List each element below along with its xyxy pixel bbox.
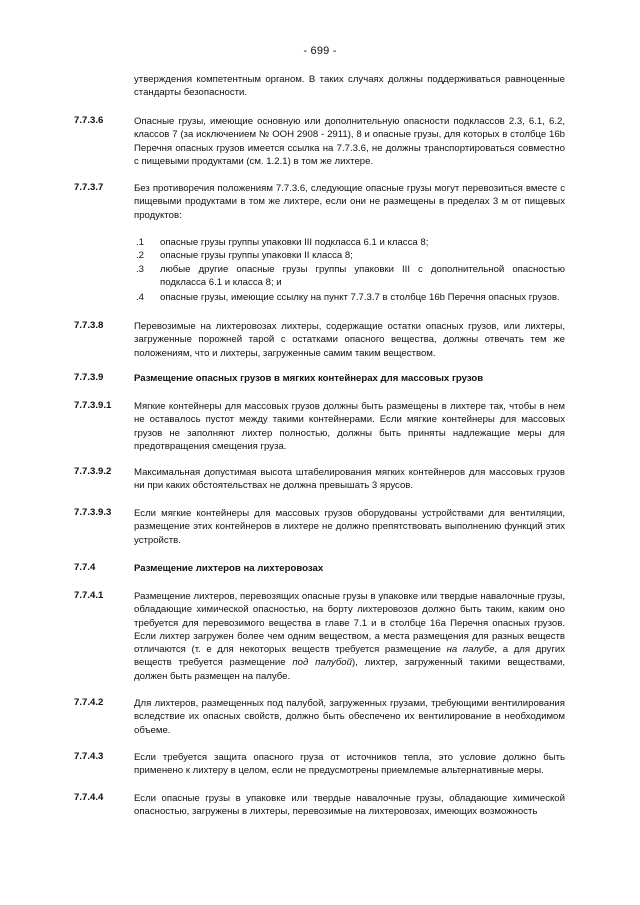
section-number: 7.7.3.9.1 [74, 400, 112, 411]
section-text: Мягкие контейнеры для массовых грузов должны быть размещены в лихтере так, чтобы в нем не оставалось пустот между такими контейнерами. Если мягкие контейнеры для массовых грузов не заполняют лихтер полностью, должны быть приняты надлежащие меры для предотвращения смещения груза. [134, 401, 565, 452]
emphasis-under-deck: под палубой [292, 657, 352, 669]
section-number: 7.7.3.9.3 [74, 507, 112, 518]
section-text: Если требуется защита опасного груза от источников тепла, это условие должно быть применено к лихтеру в целом, если не предусмотрены приемлемые альтернативные меры. [134, 752, 565, 777]
section-text: Без противоречия положениям 7.7.3.6, следующие опасные грузы могут перевозиться вместе с пищевыми продуктами в том же лихтере, если они не размещены в пределах 3 м от пищевых продуктов: [134, 183, 565, 221]
section-text-part: Размещение лихтеров, перевозящих опасные грузы в упаковке или твердые навалочные грузы, обладающие химической опасностью, на борту лихтеровозов должно быть таким, каким оно требуется для перевозимого вещества в главе 7.1 и в столбце 16a Перечня опасных грузов. Если лихтер загружен более чем одним веществом, а места размещения для разных веществ отличаются (т. е для некоторых веществ требуется размещение [134, 591, 565, 656]
section-number: 7.7.4.4 [74, 792, 104, 803]
section-text: Опасные грузы, имеющие основную или дополнительную опасности подклассов 2.3, 6.1, 6.2, классов 7 (за исключением № ООН 2908 - 2911), 8 и опасные грузы, для которых в столбце 16b Перечня опасных грузов имеется ссылка на 7.7.3.6, не должны транспортироваться совместно с пищевыми продуктами (см. 1.2.1) в том же лихтере. [134, 116, 565, 167]
list-marker: .3 [136, 264, 145, 275]
list-marker: .2 [136, 250, 145, 261]
section-number: 7.7.4.1 [74, 590, 104, 601]
section-text-part: , а для других веществ требуется размещение [134, 644, 565, 669]
section-heading: Размещение опасных грузов в мягких контейнерах для массовых грузов [134, 373, 484, 384]
section-number: 7.7.3.7 [74, 182, 104, 193]
list-marker: .4 [136, 292, 145, 303]
section-number: 7.7.4.3 [74, 751, 104, 762]
section-text: Если опасные грузы в упаковке или твердые навалочные грузы, обладающие химической опасностью, загружены в лихтеры, перевозимые на лихтеровозах, имеющих возможность [134, 793, 565, 818]
section-text [134, 590, 565, 683]
section-number: 7.7.3.6 [74, 115, 104, 126]
section-text-part: ), лихтер, загруженный такими веществами, должен быть размещен на палубе. [134, 657, 565, 682]
list-text: опасные грузы, имеющие ссылку на пункт 7.7.3.7 в столбце 16b Перечня опасных грузов. [160, 292, 560, 303]
page-number: - 699 - [303, 45, 337, 57]
list-marker: .1 [136, 237, 145, 248]
section-text: Максимальная допустимая высота штабелирования мягких контейнеров для массовых грузов ни при каких обстоятельствах не должна превышать 3 ярусов. [134, 467, 565, 492]
section-text: Если мягкие контейнеры для массовых грузов оборудованы устройствами для вентиляции, размещение этих контейнеров в лихтере не должно препятствовать выполнению функций этих устройств. [134, 508, 565, 546]
list-text: любые другие опасные грузы группы упаковки III с дополнительной опасностью подкласса 6.1 и класса 8; и [160, 264, 565, 289]
section-number: 7.7.3.9.2 [74, 466, 112, 477]
section-heading: Размещение лихтеров на лихтеровозах [134, 563, 324, 574]
intro-paragraph: утверждения компетентным органом. В таких случаях должны поддерживаться равноценные стандарты безопасности. [134, 74, 565, 99]
section-number: 7.7.3.9 [74, 372, 104, 383]
section-number: 7.7.4 [74, 562, 96, 573]
section-number: 7.7.3.8 [74, 320, 104, 331]
section-text: Перевозимые на лихтеровозах лихтеры, содержащие остатки опасных грузов, или лихтеры, загруженные порожней тарой с остатками опасного вещества, должны отвечать тем же положениям, что и лихтеры, загруженные самим таким веществом. [134, 321, 565, 359]
list-text: опасные грузы группы упаковки III подкласса 6.1 и класса 8; [160, 237, 429, 248]
section-number: 7.7.4.2 [74, 697, 104, 708]
section-text: Для лихтеров, размещенных под палубой, загруженных грузами, требующими вентилирования вследствие их опасных свойств, должно быть обеспечено их вентилирование в необходимом объеме. [134, 698, 565, 736]
emphasis-on-deck: на палубе [446, 644, 495, 656]
list-text: опасные грузы группы упаковки II класса 8; [160, 250, 353, 261]
